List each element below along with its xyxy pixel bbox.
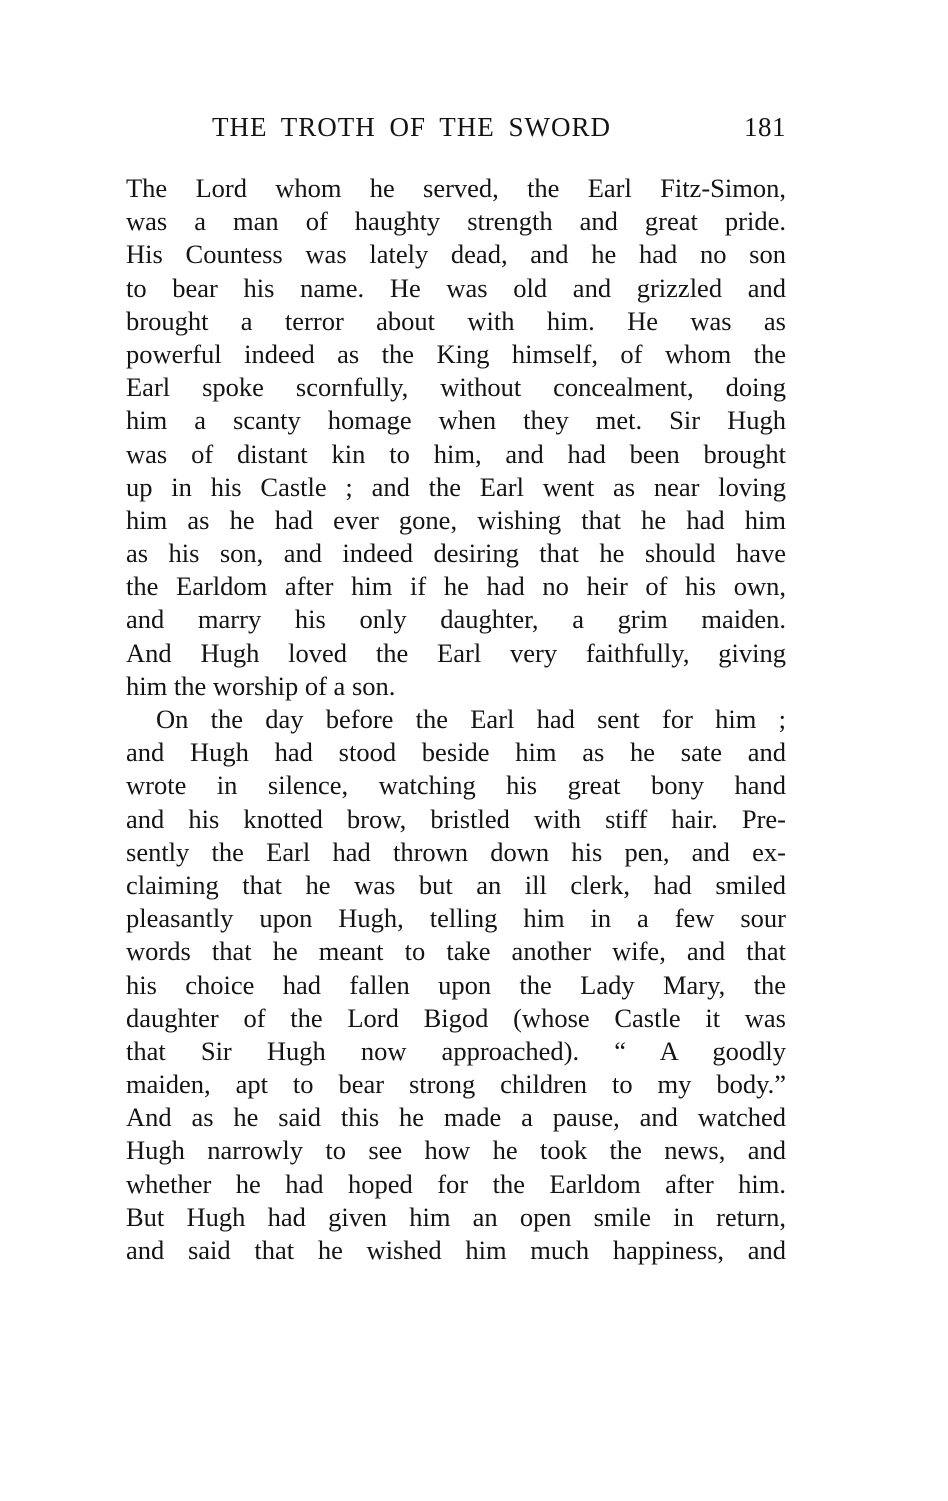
text-line: His Countess was lately dead, and he had no son	[126, 239, 786, 270]
text-line: whether he had hoped for the Earldom after him.	[126, 1168, 786, 1199]
text-line: and Hugh had stood beside him as he sate and	[126, 737, 786, 768]
chapter-title: THE TROTH OF THE SWORD	[212, 112, 612, 142]
text-line: brought a terror about with him. He was as	[126, 305, 786, 336]
text-line: and marry his only daughter, a grim maiden.	[126, 604, 786, 635]
text-line: But Hugh had given him an open smile in return,	[126, 1201, 786, 1232]
text-line: up in his Castle ; and the Earl went as near loving	[126, 471, 786, 502]
body-text	[126, 172, 786, 1267]
page-number: 181	[744, 112, 786, 142]
text-line: And Hugh loved the Earl very faithfully, giving	[126, 637, 786, 668]
text-line: powerful indeed as the King himself, of whom the	[126, 338, 786, 369]
text-line: and said that he wished him much happiness, and	[126, 1235, 786, 1265]
text-line: The Lord whom he served, the Earl Fitz-Simon,	[126, 173, 786, 203]
running-head	[212, 112, 786, 152]
text-line: as his son, and indeed desiring that he should have	[126, 538, 786, 569]
text-line: and his knotted brow, bristled with stiff hair. Pre-	[126, 803, 786, 834]
text-line: claiming that he was but an ill clerk, had smiled	[126, 869, 786, 900]
text-line: pleasantly upon Hugh, telling him in a few sour	[126, 903, 786, 934]
text-line: was of distant kin to him, and had been brought	[126, 438, 786, 469]
text-line: words that he meant to take another wife, and that	[126, 936, 786, 967]
text-line: sently the Earl had thrown down his pen, and ex-	[126, 836, 786, 867]
text-line: that Sir Hugh now approached). “ A goodly	[126, 1035, 786, 1066]
text-line: him a scanty homage when they met. Sir Hugh	[126, 405, 786, 436]
paragraph	[126, 172, 786, 703]
text-line: maiden, apt to bear strong children to my body.”	[126, 1069, 786, 1100]
text-line: his choice had fallen upon the Lady Mary, the	[126, 969, 786, 1000]
text-line: And as he said this he made a pause, and watched	[126, 1102, 786, 1133]
text-line: wrote in silence, watching his great bony hand	[126, 770, 786, 801]
text-line: to bear his name. He was old and grizzled and	[126, 272, 786, 303]
paragraph	[126, 703, 786, 1267]
text-line: daughter of the Lord Bigod (whose Castle it was	[126, 1002, 786, 1033]
text-line: Earl spoke scornfully, without concealment, doing	[126, 372, 786, 403]
text-line: the Earldom after him if he had no heir of his own,	[126, 571, 786, 602]
text-line: Hugh narrowly to see how he took the news, and	[126, 1135, 786, 1166]
text-line: him as he had ever gone, wishing that he had him	[126, 504, 786, 535]
text-line: was a man of haughty strength and great pride.	[126, 206, 786, 237]
text-line: him the worship of a son.	[126, 670, 396, 701]
text-line: On the day before the Earl had sent for him ;	[156, 704, 786, 734]
